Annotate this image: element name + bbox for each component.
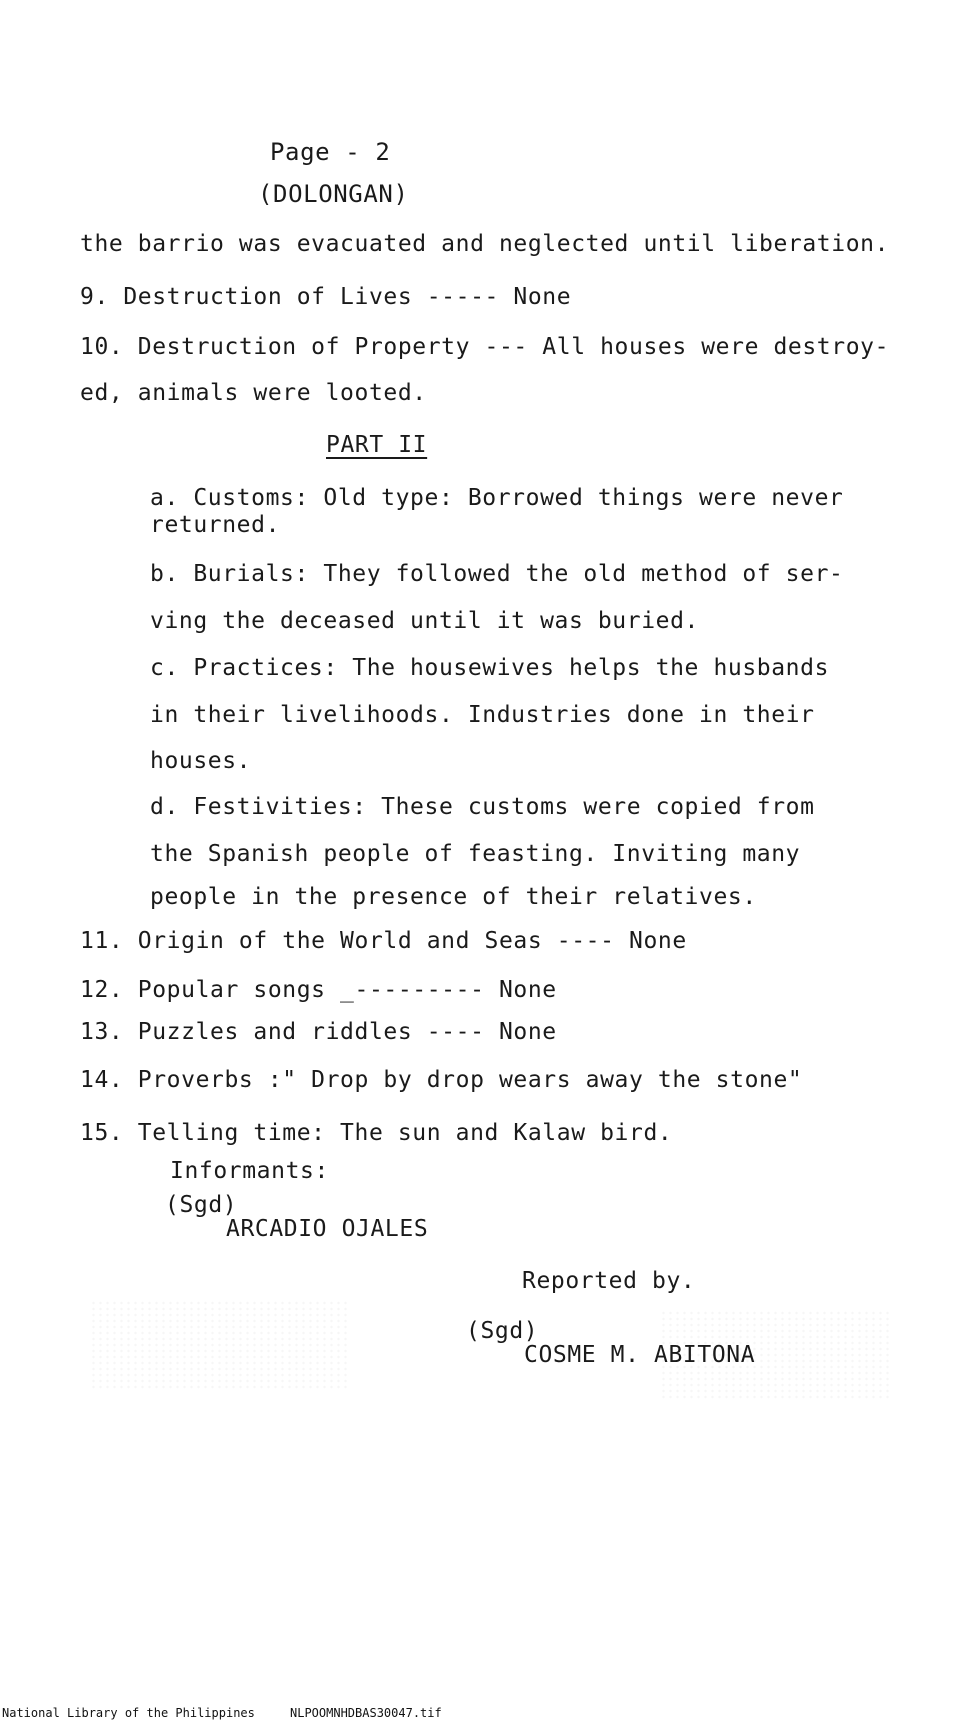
part-line: houses. <box>150 748 252 774</box>
informant-name: ARCADIO OJALES <box>226 1216 429 1242</box>
reporter-name: COSME M. ABITONA <box>524 1342 756 1368</box>
part-line: d. Festivities: These customs were copied from <box>150 794 815 820</box>
reported-by-label: Reported by. <box>522 1268 696 1294</box>
body-line: the barrio was evacuated and neglected until liberation. <box>80 231 890 257</box>
page-label: Page - 2 <box>270 138 391 166</box>
part-line: ving the deceased until it was buried. <box>150 608 699 634</box>
part-title: PART II <box>326 432 428 458</box>
part-line: the Spanish people of feasting. Inviting many <box>150 841 801 867</box>
item-line: 12. Popular songs _--------- None <box>80 977 557 1003</box>
item-line: 11. Origin of the World and Seas ---- None <box>80 928 687 954</box>
informants-label: Informants: <box>170 1158 329 1184</box>
informants-sgd: (Sgd) <box>165 1192 238 1218</box>
place-title: (DOLONGAN) <box>258 180 409 208</box>
part-line: people in the presence of their relatives. <box>150 884 757 910</box>
item-line: 15. Telling time: The sun and Kalaw bird. <box>80 1120 673 1146</box>
reporter-sgd: (Sgd) <box>466 1318 539 1344</box>
body-line: 10. Destruction of Property --- All houses were destroy- <box>80 334 890 360</box>
part-line: a. Customs: Old type: Borrowed things were never <box>150 485 844 511</box>
part-line: returned. <box>150 512 281 538</box>
part-line: in their livelihoods. Industries done in their <box>150 702 815 728</box>
scan-noise <box>90 1300 350 1390</box>
footer-library: National Library of the Philippines <box>2 1706 255 1720</box>
item-line: 13. Puzzles and riddles ---- None <box>80 1019 557 1045</box>
body-line: ed, animals were looted. <box>80 380 427 406</box>
footer-file: NLPOOMNHDBAS30047.tif <box>290 1706 442 1720</box>
part-line: b. Burials: They followed the old method of ser- <box>150 561 844 587</box>
part-line: c. Practices: The housewives helps the husbands <box>150 655 830 681</box>
body-line: 9. Destruction of Lives ----- None <box>80 284 572 310</box>
item-line: 14. Proverbs :" Drop by drop wears away the stone" <box>80 1067 803 1093</box>
